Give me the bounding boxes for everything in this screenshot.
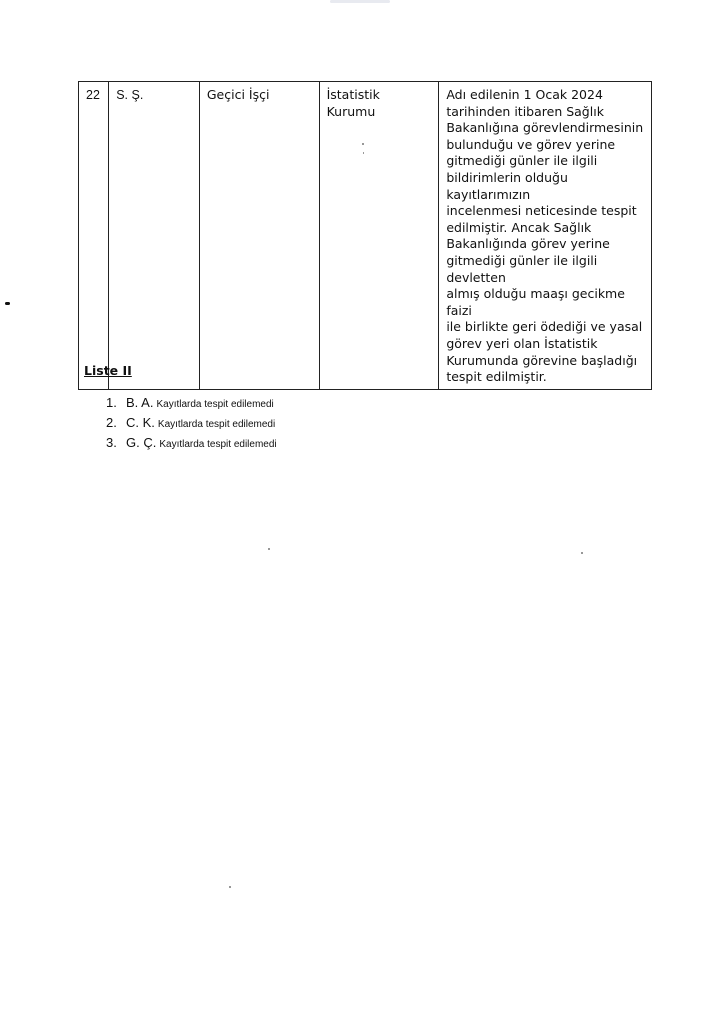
list-item xyxy=(106,433,277,453)
list-item-name: C. K. xyxy=(126,415,155,430)
list-item-status: Kayıtlarda tespit edilemedi xyxy=(156,399,274,410)
description-line: tespit edilmiştir. xyxy=(446,369,547,385)
description-line: edilmiştir. Ancak Sağlık xyxy=(446,219,592,235)
list-item xyxy=(106,393,277,413)
list-item-number: 3. xyxy=(106,435,117,450)
institution-cell: İstatistik Kurumu xyxy=(319,82,439,390)
list-item-status: Kayıtlarda tespit edilemedi xyxy=(159,439,277,450)
description-line: Kurumunda görevine başladığı xyxy=(446,352,638,368)
scan-speck xyxy=(581,552,583,554)
scan-speck xyxy=(362,143,364,145)
record-table xyxy=(78,81,652,390)
description-line: gitmediği günler ile ilgili xyxy=(446,153,598,169)
list-title: Liste II xyxy=(84,363,132,378)
scan-speck xyxy=(363,152,364,154)
list-item-name: B. A. xyxy=(126,395,154,410)
person-initials-cell: S. Ş. xyxy=(109,82,200,390)
list-item xyxy=(106,413,277,433)
list-item-name: G. Ç. xyxy=(126,435,157,450)
scan-smudge xyxy=(330,0,390,3)
description-line: Adı edilenin 1 Ocak 2024 xyxy=(446,87,603,102)
description-line: bildirimlerin olduğu kayıtlarımızın xyxy=(446,169,568,202)
description-line: incelenmesi neticesinde tespit xyxy=(446,203,637,219)
description-line: görev yeri olan İstatistik xyxy=(446,335,598,351)
description-line: bulunduğu ve görev yerine xyxy=(446,136,616,152)
description-line: tarihinden itibaren Sağlık xyxy=(446,103,604,119)
scan-speck xyxy=(229,886,231,888)
description-line: ile birlikte geri ödediği ve yasal xyxy=(446,319,643,335)
description-line: Bakanlığında görev yerine xyxy=(446,236,610,252)
row-number-cell: 22 xyxy=(79,82,109,390)
list-item-status: Kayıtlarda tespit edilemedi xyxy=(157,419,276,430)
description-line: almış olduğu maaşı gecikme faizi xyxy=(446,286,625,318)
description-line: gitmediği günler ile ilgili devletten xyxy=(446,252,598,285)
name-list xyxy=(106,393,277,453)
employment-status-cell: Geçici İşçi xyxy=(199,82,319,390)
scan-mark xyxy=(5,302,10,305)
description-line: Bakanlığına görevlendirmesinin xyxy=(446,120,644,136)
scan-speck xyxy=(268,548,270,550)
table-row xyxy=(79,82,652,390)
description-cell xyxy=(439,82,652,390)
list-item-number: 2. xyxy=(106,415,117,430)
list-item-number: 1. xyxy=(106,395,117,410)
